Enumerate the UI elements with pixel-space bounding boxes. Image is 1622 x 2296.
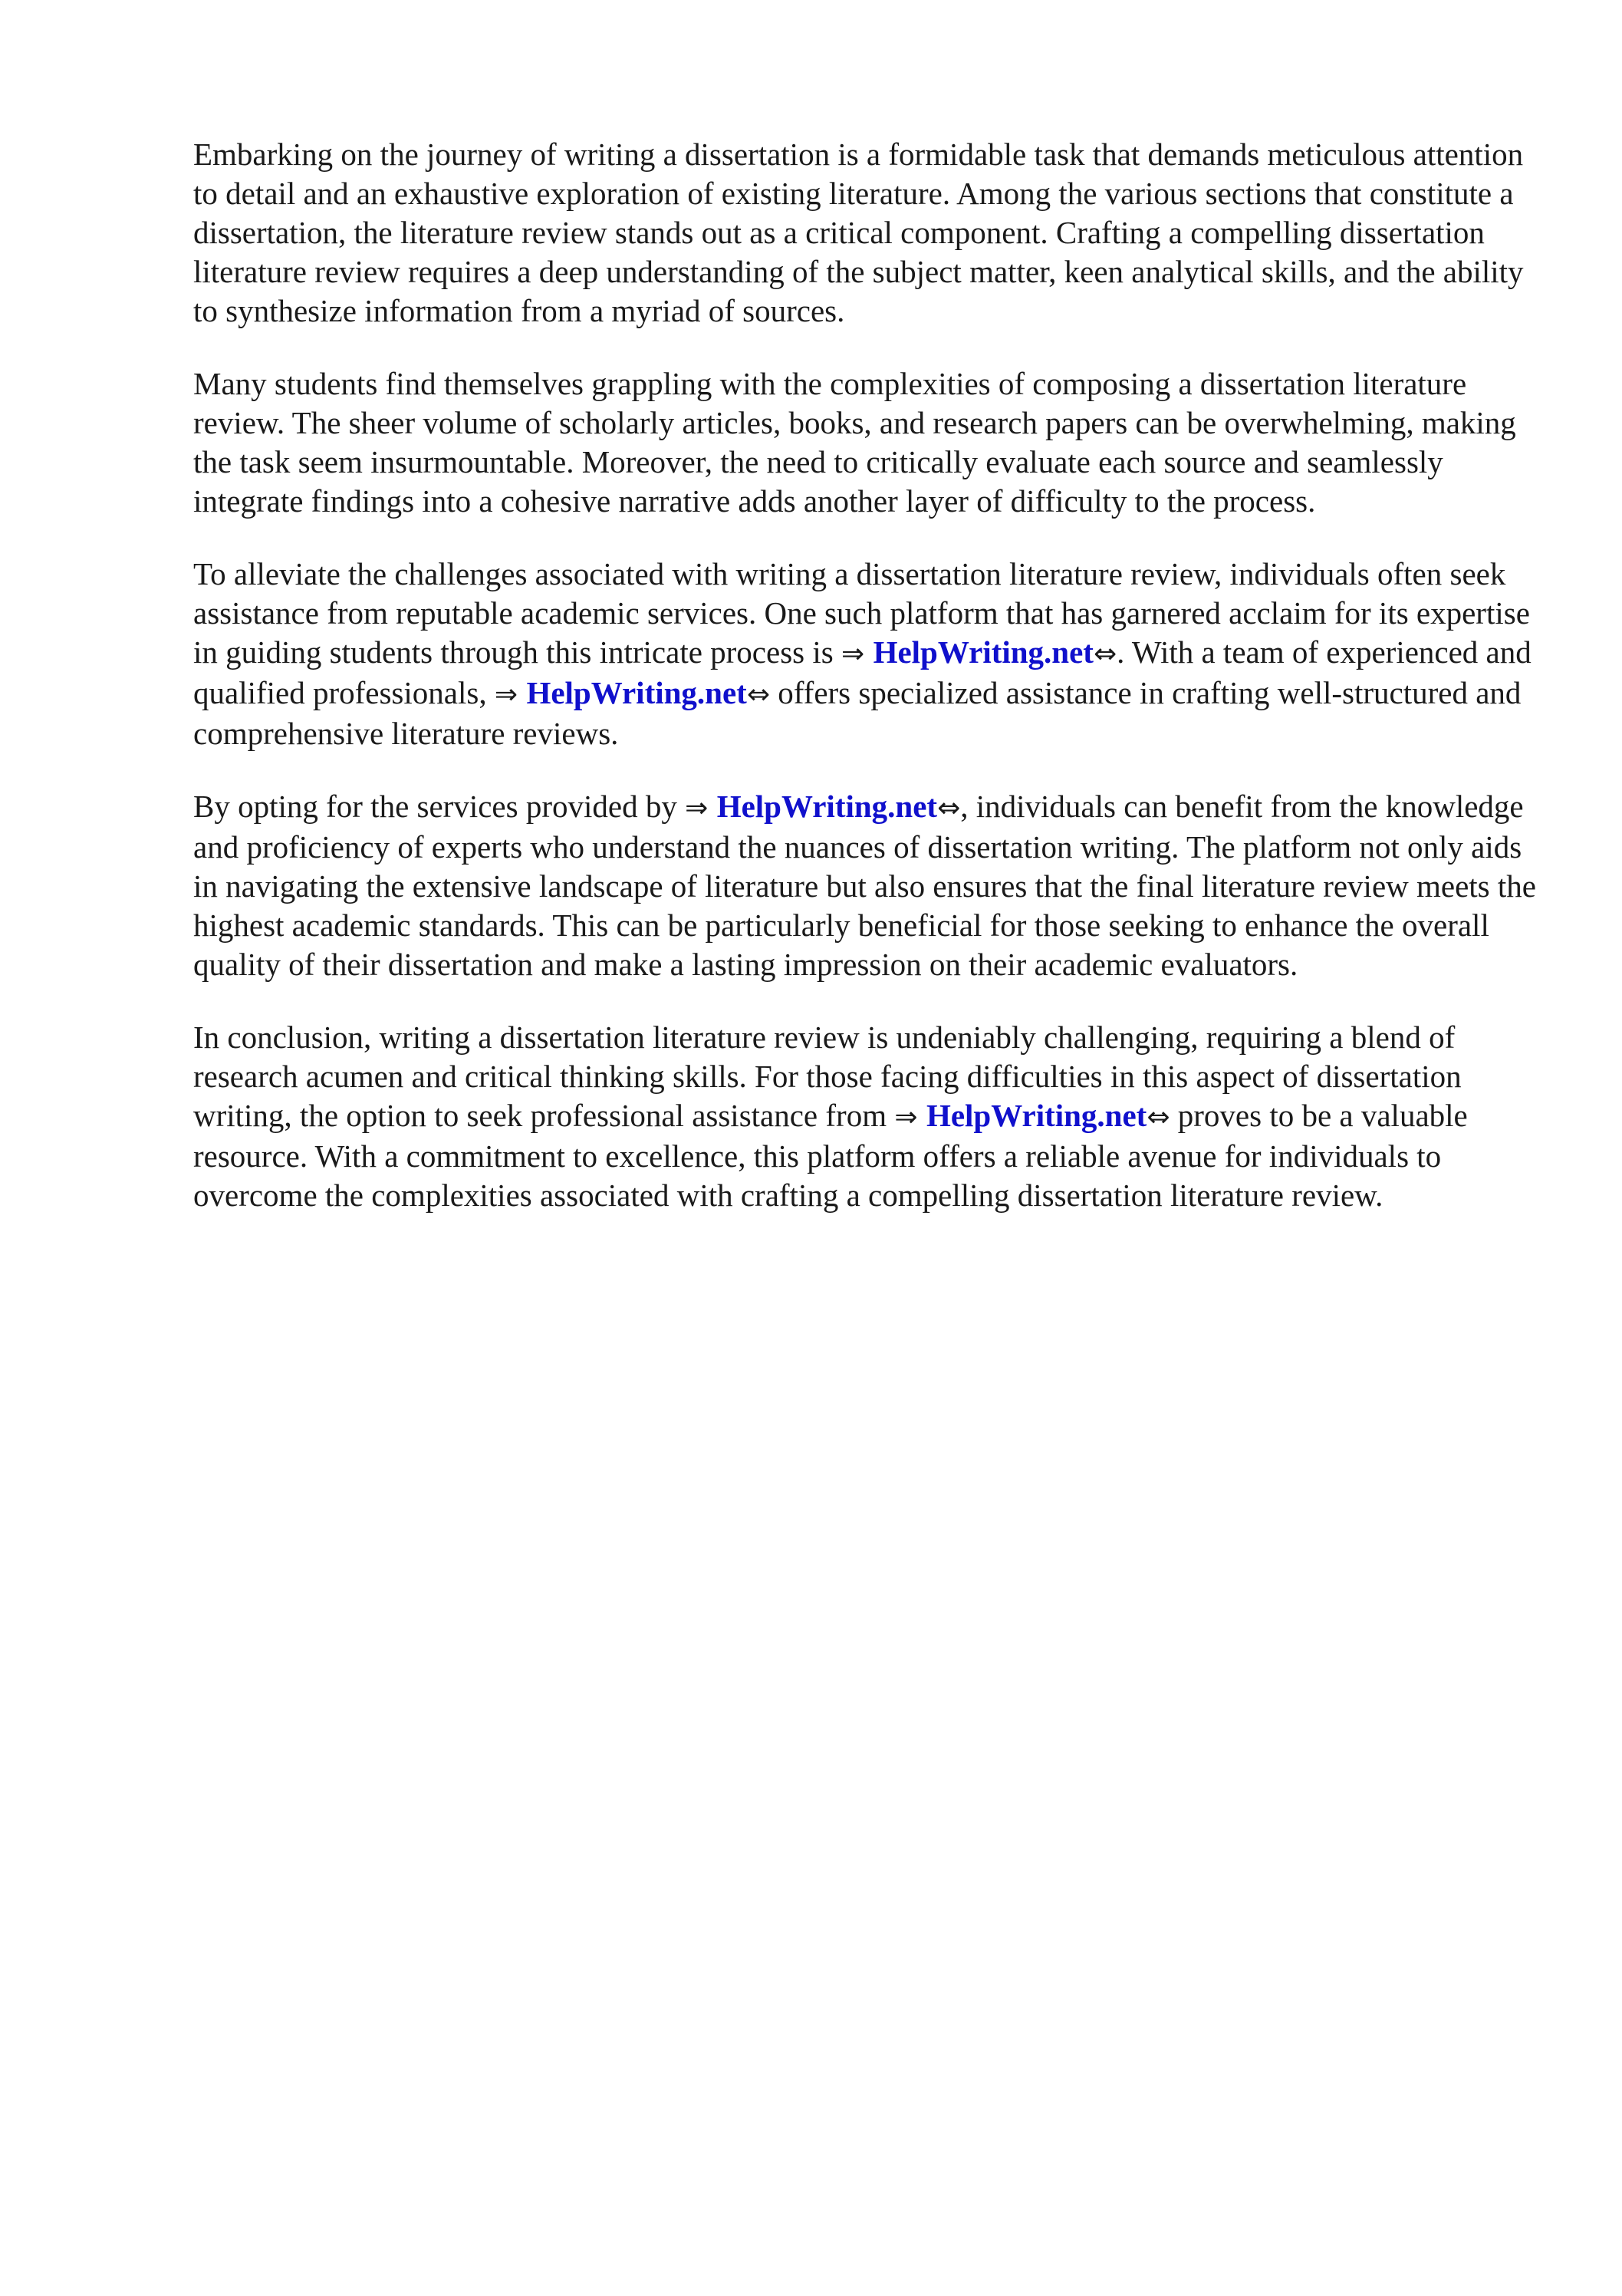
paragraph-3-text-1: To alleviate the challenges associated with writing a dissertation literature review, individuals often seek assistance from reputable academic services. One such platform that has garnered acclaim for its expertise in guiding students through this intricate process is [193,556,1530,670]
helpwriting-link[interactable]: HelpWriting.net [716,789,938,824]
paragraph-4-text-1: By opting for the services provided by [193,789,686,824]
paragraph-4-text-2: , individuals can benefit from the knowledge and proficiency of experts who understand the nuances of dissertation writing. The platform not only aids in navigating the extensive landscape of literature but also ensures that the final literature review meets the highest academic standards. This can be particularly beneficial for those seeking to enhance the overall quality of their dissertation and make a lasting impression on their academic evaluators. [193,789,1536,982]
left-right-double-arrow-icon: ⇔ [746,679,770,710]
paragraph-2 [193,364,1543,521]
left-right-double-arrow-icon: ⇔ [1093,638,1117,670]
helpwriting-link[interactable]: HelpWriting.net [873,634,1094,670]
paragraph-4 [193,787,1543,984]
left-right-double-arrow-icon: ⇔ [1147,1102,1170,1133]
document-body [193,135,1543,1249]
right-double-arrow-icon: ⇒ [894,1102,926,1133]
helpwriting-link[interactable]: HelpWriting.net [926,1098,1147,1133]
paragraph-5-text-1: In conclusion, writing a dissertation literature review is undeniably challenging, requiring a blend of research acumen and critical thinking skills. For those facing difficulties in this aspect of dissertation writing, the option to seek professional assistance from [193,1020,1462,1133]
right-double-arrow-icon: ⇒ [685,792,717,824]
helpwriting-link[interactable]: HelpWriting.net [526,675,747,710]
paragraph-1-text: Embarking on the journey of writing a dissertation is a formidable task that demands meticulous attention to detail and an exhaustive exploration of existing literature. Among the various sections that constitute a dissertation, the literature review stands out as a critical component. Crafting a compelling dissertation literature review requires a deep understanding of the subject matter, keen analytical skills, and the ability to synthesize information from a myriad of sources. [193,137,1524,328]
right-double-arrow-icon: ⇒ [841,638,874,670]
left-right-double-arrow-icon: ⇔ [937,792,961,824]
paragraph-3 [193,555,1543,753]
paragraph-2-text: Many students find themselves grappling with the complexities of composing a dissertation literature review. The sheer volume of scholarly articles, books, and research papers can be overwhelming, making the task seem insurmountable. Moreover, the need to critically evaluate each source and seamlessly integrate findings into a cohesive narrative adds another layer of difficulty to the process. [193,366,1516,519]
paragraph-3-text-3: offers specialized assistance in crafting well-structured and comprehensive literature reviews. [193,675,1522,751]
right-double-arrow-icon: ⇒ [494,679,527,710]
paragraph-3-text-2: . With a team of experienced and qualified professionals, [193,634,1532,710]
paragraph-1 [193,135,1543,331]
paragraph-5-text-2: proves to be a valuable resource. With a commitment to excellence, this platform offers a reliable avenue for individuals to overcome the complexities associated with crafting a compelling dissertation literature review. [193,1098,1468,1213]
paragraph-5 [193,1018,1543,1215]
